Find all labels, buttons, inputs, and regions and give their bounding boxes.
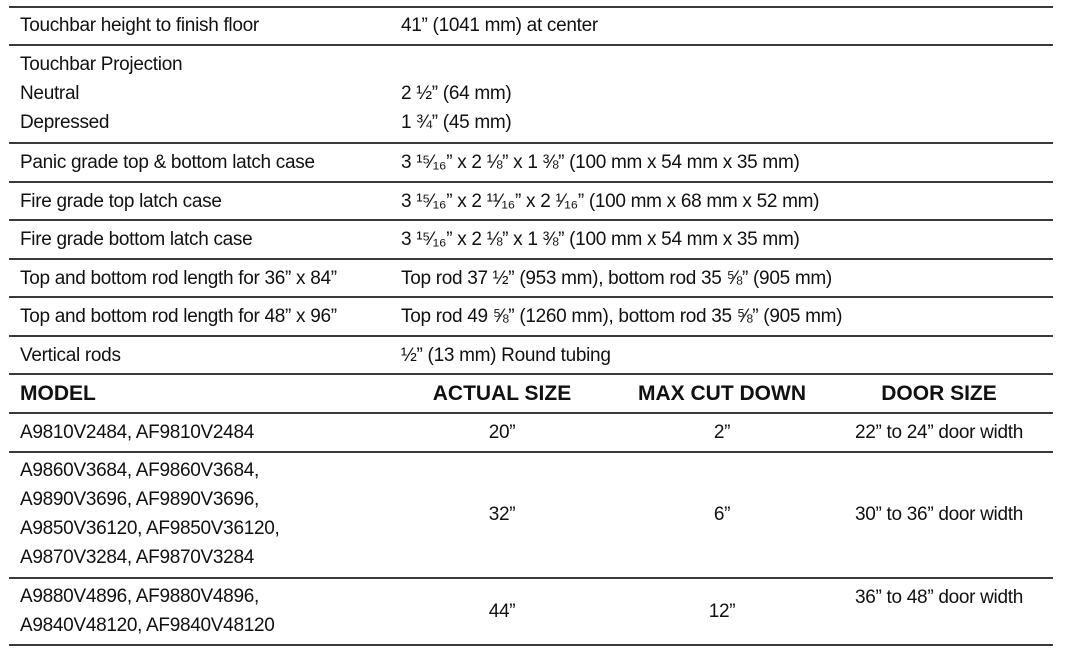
model-list: A9810V2484, AF9810V2484 [20, 422, 254, 443]
model-line: A9870V3284, AF9870V3284 [20, 547, 254, 568]
spec-row-rod-36x84 [9, 260, 1053, 298]
spec-label: Touchbar height to finish floor [20, 15, 259, 36]
spec-row-touchbar-height [9, 8, 1053, 46]
model-list [20, 456, 280, 572]
spec-value-depressed: 1 ¾” (45 mm) [401, 112, 512, 133]
models-table-header [9, 375, 1053, 414]
spec-row-rod-48x96 [9, 298, 1053, 337]
spec-label: Fire grade bottom latch case [20, 229, 253, 250]
model-line: A9860V3684, AF9860V3684, [20, 460, 259, 481]
column-header-actual-size: ACTUAL SIZE [432, 382, 572, 405]
spec-value: 3 ¹⁵⁄₁₆” x 2 ⅛” x 1 ⅜” (100 mm x 54 mm x 35 mm) [401, 229, 800, 250]
column-header-max-cut-down: MAX CUT DOWN [638, 382, 806, 405]
spec-sublabel-depressed: Depressed [20, 112, 110, 133]
model-line: A9880V4896, AF9880V4896, [20, 586, 259, 607]
spec-value: Top rod 49 ⅝” (1260 mm), bottom rod 35 ⅝” (905 mm) [401, 306, 843, 327]
spec-value: 3 ¹⁵⁄₁₆” x 2 ⅛” x 1 ⅜” (100 mm x 54 mm x 35 mm) [401, 152, 800, 173]
spec-label: Fire grade top latch case [20, 191, 222, 212]
column-header-model: MODEL [20, 382, 96, 405]
spec-row-vertical-rods [9, 337, 1053, 375]
door-size: 30” to 36” door width [855, 504, 1023, 525]
spec-value: 3 ¹⁵⁄₁₆” x 2 ¹¹⁄₁₆” x 2 ¹⁄₁₆” (100 mm x 68 mm x 52 mm) [401, 191, 820, 212]
spec-label: Touchbar Projection [20, 54, 183, 75]
spec-value: ½” (13 mm) Round tubing [401, 345, 611, 366]
spec-value: 41” (1041 mm) at center [401, 15, 598, 36]
door-size: 22” to 24” door width [855, 422, 1023, 443]
model-line: A9850V36120, AF9850V36120, [20, 518, 280, 539]
model-list [20, 582, 275, 640]
max-cut-down: 6” [713, 504, 731, 525]
max-cut-down: 2” [713, 422, 731, 443]
spec-label: Vertical rods [20, 345, 121, 366]
spec-label: Panic grade top & bottom latch case [20, 152, 315, 173]
spec-label-group [20, 50, 182, 137]
spec-value-group [401, 50, 511, 137]
table-row [9, 579, 1053, 646]
table-row [9, 414, 1053, 453]
spec-label: Top and bottom rod length for 36” x 84” [20, 268, 337, 289]
column-header-door-size: DOOR SIZE [881, 382, 997, 405]
spec-value-neutral: 2 ½” (64 mm) [401, 83, 512, 104]
spec-row-fire-top-latch [9, 183, 1053, 221]
model-line: A9840V48120, AF9840V48120 [20, 615, 275, 636]
table-row [9, 453, 1053, 579]
spec-sublabel-neutral: Neutral [20, 83, 80, 104]
spec-row-touchbar-projection [9, 46, 1053, 144]
actual-size: 44” [488, 601, 516, 622]
actual-size: 20” [488, 422, 516, 443]
spec-value: Top rod 37 ½” (953 mm), bottom rod 35 ⅝” (905 mm) [401, 268, 832, 289]
model-line: A9890V3696, AF9890V3696, [20, 489, 259, 510]
spec-label: Top and bottom rod length for 48” x 96” [20, 306, 337, 327]
spec-row-fire-bottom-latch [9, 221, 1053, 260]
door-size: 36” to 48” door width [855, 587, 1023, 608]
spec-row-panic-latch [9, 144, 1053, 183]
max-cut-down: 12” [708, 601, 736, 622]
actual-size: 32” [488, 504, 516, 525]
spec-sheet [9, 6, 1053, 646]
